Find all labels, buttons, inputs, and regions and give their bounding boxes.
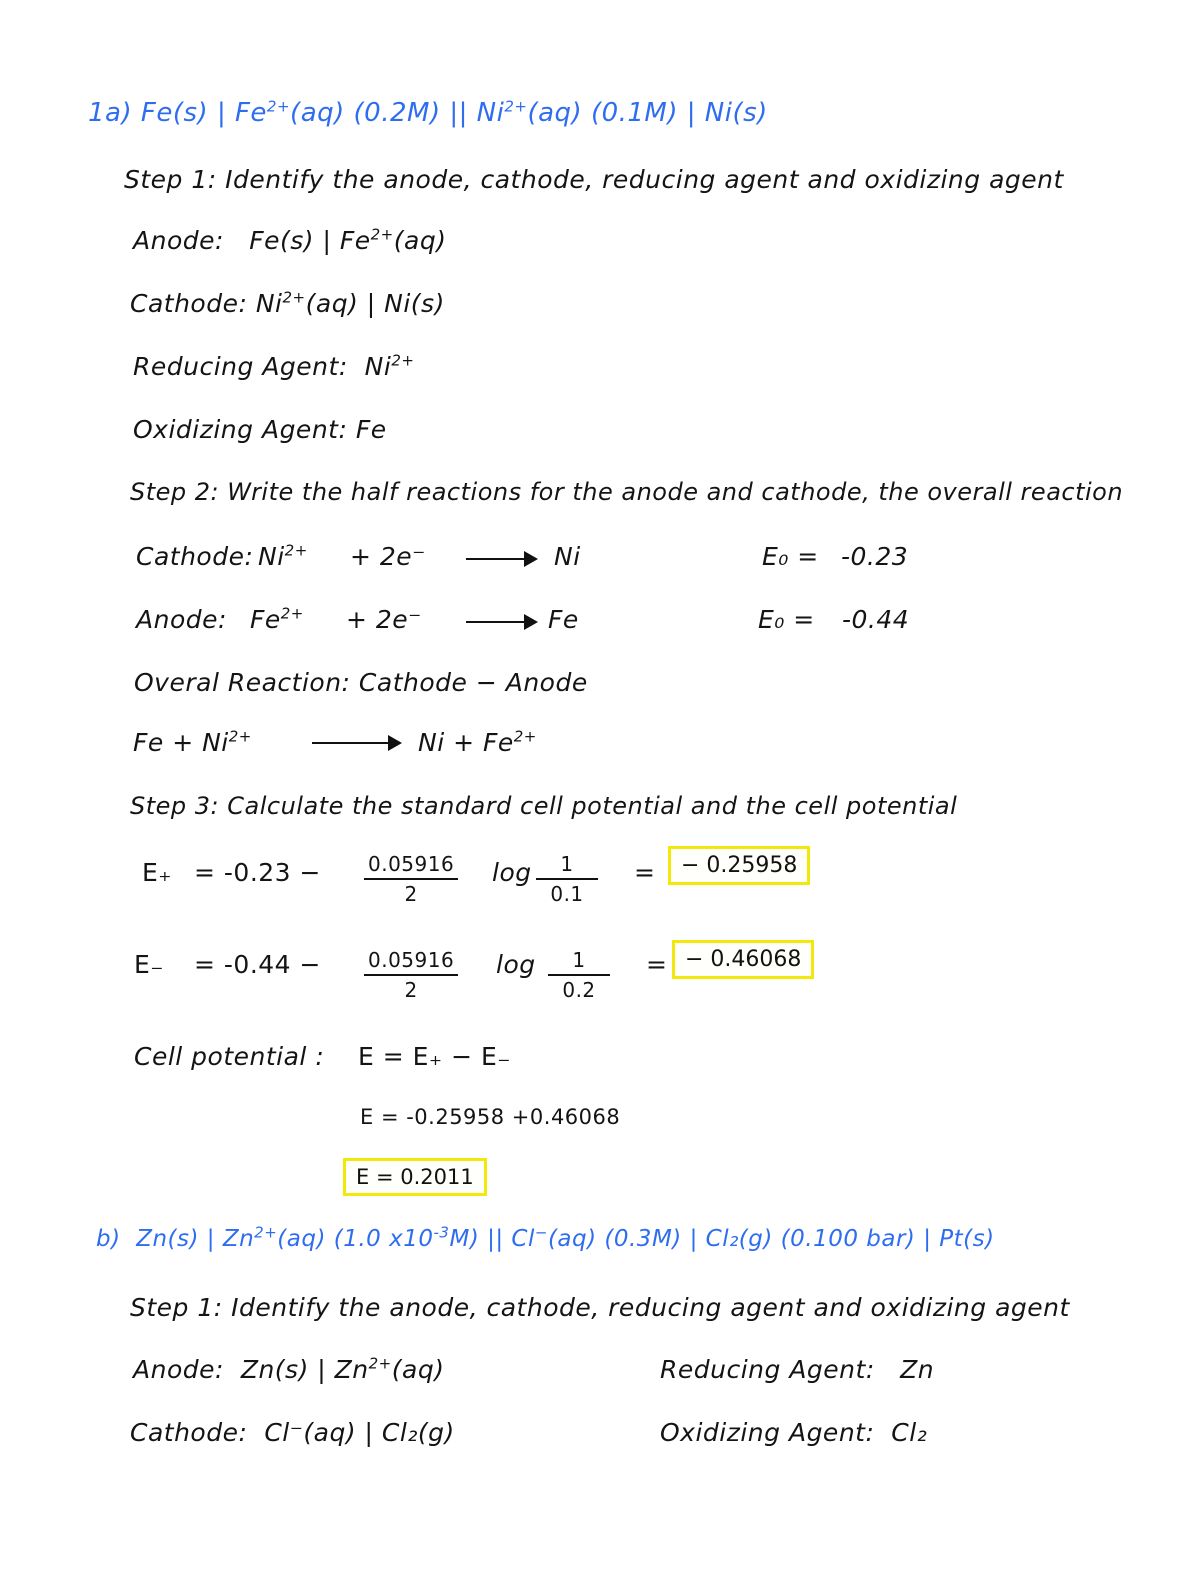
log-label: log <box>496 950 536 979</box>
fraction-denominator: 0.1 <box>550 882 584 906</box>
superscript: 2+ <box>513 727 537 746</box>
e-minus-result-highlight: − 0.46068 <box>672 940 814 979</box>
part-b-anode <box>133 1355 444 1384</box>
fraction-bar <box>536 878 598 880</box>
fraction <box>364 852 458 906</box>
superscript: 2+ <box>266 97 291 116</box>
superscript: -3 <box>433 1223 450 1242</box>
fraction-numerator: 1 <box>560 852 574 876</box>
cathode-half-label: Cathode: <box>136 542 254 571</box>
e-naught-label: E₀ = <box>762 542 819 571</box>
product: Fe <box>548 605 579 634</box>
electrons: + 2e⁻ <box>346 605 422 634</box>
oxidizing-agent-label: Oxidizing Agent: <box>133 415 348 444</box>
electrons: + 2e⁻ <box>350 542 426 571</box>
e-plus-expression: = -0.23 − <box>194 858 321 887</box>
superscript: 2+ <box>228 727 252 746</box>
fraction-numerator: 0.05916 <box>368 852 455 876</box>
reaction-arrow <box>466 621 534 623</box>
superscript: 2+ <box>254 1223 278 1242</box>
reducing-agent-value: Ni <box>364 352 392 381</box>
part-b-label: b) <box>96 1226 121 1252</box>
part-a-step-2: Step 2: Write the half reactions for the anode and cathode, the overall reaction <box>130 478 1124 506</box>
cell-notation-part: (aq) (1.0 x10 <box>277 1226 434 1252</box>
cell-notation-part: (aq) (0.1M) | Ni(s) <box>527 98 768 128</box>
fraction-bar <box>364 878 458 880</box>
fraction <box>364 948 458 1002</box>
ion: Ni <box>258 542 285 571</box>
e-naught-value: -0.44 <box>842 605 910 634</box>
part-a-oxidizing-agent <box>133 415 387 444</box>
fraction-numerator: 0.05916 <box>368 948 455 972</box>
part-a-step-1: Step 1: Identify the anode, cathode, reducing agent and oxidizing agent <box>124 165 1064 194</box>
cell-potential-result-highlight: E = 0.2011 <box>343 1158 487 1196</box>
superscript: − <box>534 1223 548 1242</box>
cell-potential-label: Cell potential : <box>134 1042 325 1071</box>
part-a-label: 1a) <box>88 98 133 128</box>
log-label: log <box>492 858 532 887</box>
cell-notation-part: Zn(s) | Zn <box>136 1226 255 1252</box>
cathode-value: Cl⁻(aq) | Cl₂(g) <box>264 1418 455 1447</box>
anode-value-suffix: (aq) <box>393 226 447 255</box>
part-b-header <box>96 1223 995 1252</box>
fraction <box>536 852 598 906</box>
superscript: 2+ <box>280 604 304 623</box>
oxidizing-agent-value: Fe <box>355 415 387 444</box>
anode-value-suffix: (aq) <box>391 1355 445 1384</box>
cathode-label: Cathode: <box>130 289 248 318</box>
cathode-label: Cathode: <box>130 1418 248 1447</box>
equals-sign: = <box>646 950 668 979</box>
fraction-bar <box>364 974 458 976</box>
part-a-step-3: Step 3: Calculate the standard cell potential and the cell potential <box>130 792 958 820</box>
reducing-agent-label: Reducing Agent: <box>133 352 348 381</box>
superscript: 2+ <box>370 225 394 244</box>
oxidizing-agent-value: Cl₂ <box>891 1418 928 1447</box>
reducing-agent-value: Zn <box>900 1355 935 1384</box>
e-naught-value: -0.23 <box>841 542 909 571</box>
fraction-denominator: 2 <box>404 882 418 906</box>
anode-half-label: Anode: <box>136 605 227 634</box>
cathode-value-suffix: (aq) | Ni(s) <box>305 289 445 318</box>
superscript: 2+ <box>284 541 308 560</box>
cell-notation-part: (aq) (0.3M) | Cl₂(g) (0.100 bar) | Pt(s) <box>547 1226 995 1252</box>
part-a-anode <box>133 226 446 255</box>
part-a-reducing-agent <box>133 352 414 381</box>
e-minus-expression: = -0.44 − <box>194 950 321 979</box>
anode-value: Zn(s) | Zn <box>240 1355 369 1384</box>
superscript: 2+ <box>282 288 306 307</box>
reactants: Fe + Ni <box>133 728 229 757</box>
e-plus-result-highlight: − 0.25958 <box>668 846 810 885</box>
e-plus-label: E₊ <box>142 858 172 887</box>
part-a-header <box>88 98 768 128</box>
reaction-arrow <box>466 558 534 560</box>
e-naught-label: E₀ = <box>758 605 815 634</box>
part-a-cathode <box>130 289 445 318</box>
equals-sign: = <box>634 858 656 887</box>
products: Ni + Fe <box>418 728 514 757</box>
superscript: 2+ <box>368 1354 392 1373</box>
fraction-numerator: 1 <box>572 948 586 972</box>
ion: Fe <box>250 605 281 634</box>
product: Ni <box>554 542 581 571</box>
reaction-arrow <box>312 742 398 744</box>
fraction-denominator: 0.2 <box>562 978 596 1002</box>
reducing-agent-label: Reducing Agent: <box>660 1355 875 1384</box>
cell-notation-part: M) || Cl <box>449 1226 535 1252</box>
superscript: 2+ <box>504 97 528 116</box>
e-minus-label: E₋ <box>134 950 164 979</box>
cell-notation-part: Fe(s) | Fe <box>140 98 267 128</box>
anode-label: Anode: <box>133 226 224 255</box>
part-b-reducing-agent <box>660 1355 934 1384</box>
part-b-step-1: Step 1: Identify the anode, cathode, reducing agent and oxidizing agent <box>130 1293 1070 1322</box>
fraction <box>548 948 610 1002</box>
cell-potential-substitution: E = -0.25958 +0.46068 <box>360 1105 621 1129</box>
cell-potential-formula: E = E₊ − E₋ <box>358 1042 511 1071</box>
superscript: 2+ <box>391 351 415 370</box>
cell-notation-part: (aq) (0.2M) || Ni <box>290 98 505 128</box>
fraction-bar <box>548 974 610 976</box>
part-b-oxidizing-agent <box>660 1418 927 1447</box>
oxidizing-agent-label: Oxidizing Agent: <box>660 1418 875 1447</box>
cathode-value: Ni <box>255 289 283 318</box>
fraction-denominator: 2 <box>404 978 418 1002</box>
part-b-cathode <box>130 1418 455 1447</box>
anode-label: Anode: <box>133 1355 224 1384</box>
anode-value: Fe(s) | Fe <box>249 226 371 255</box>
overall-reaction-label: Overal Reaction: Cathode − Anode <box>134 668 588 697</box>
